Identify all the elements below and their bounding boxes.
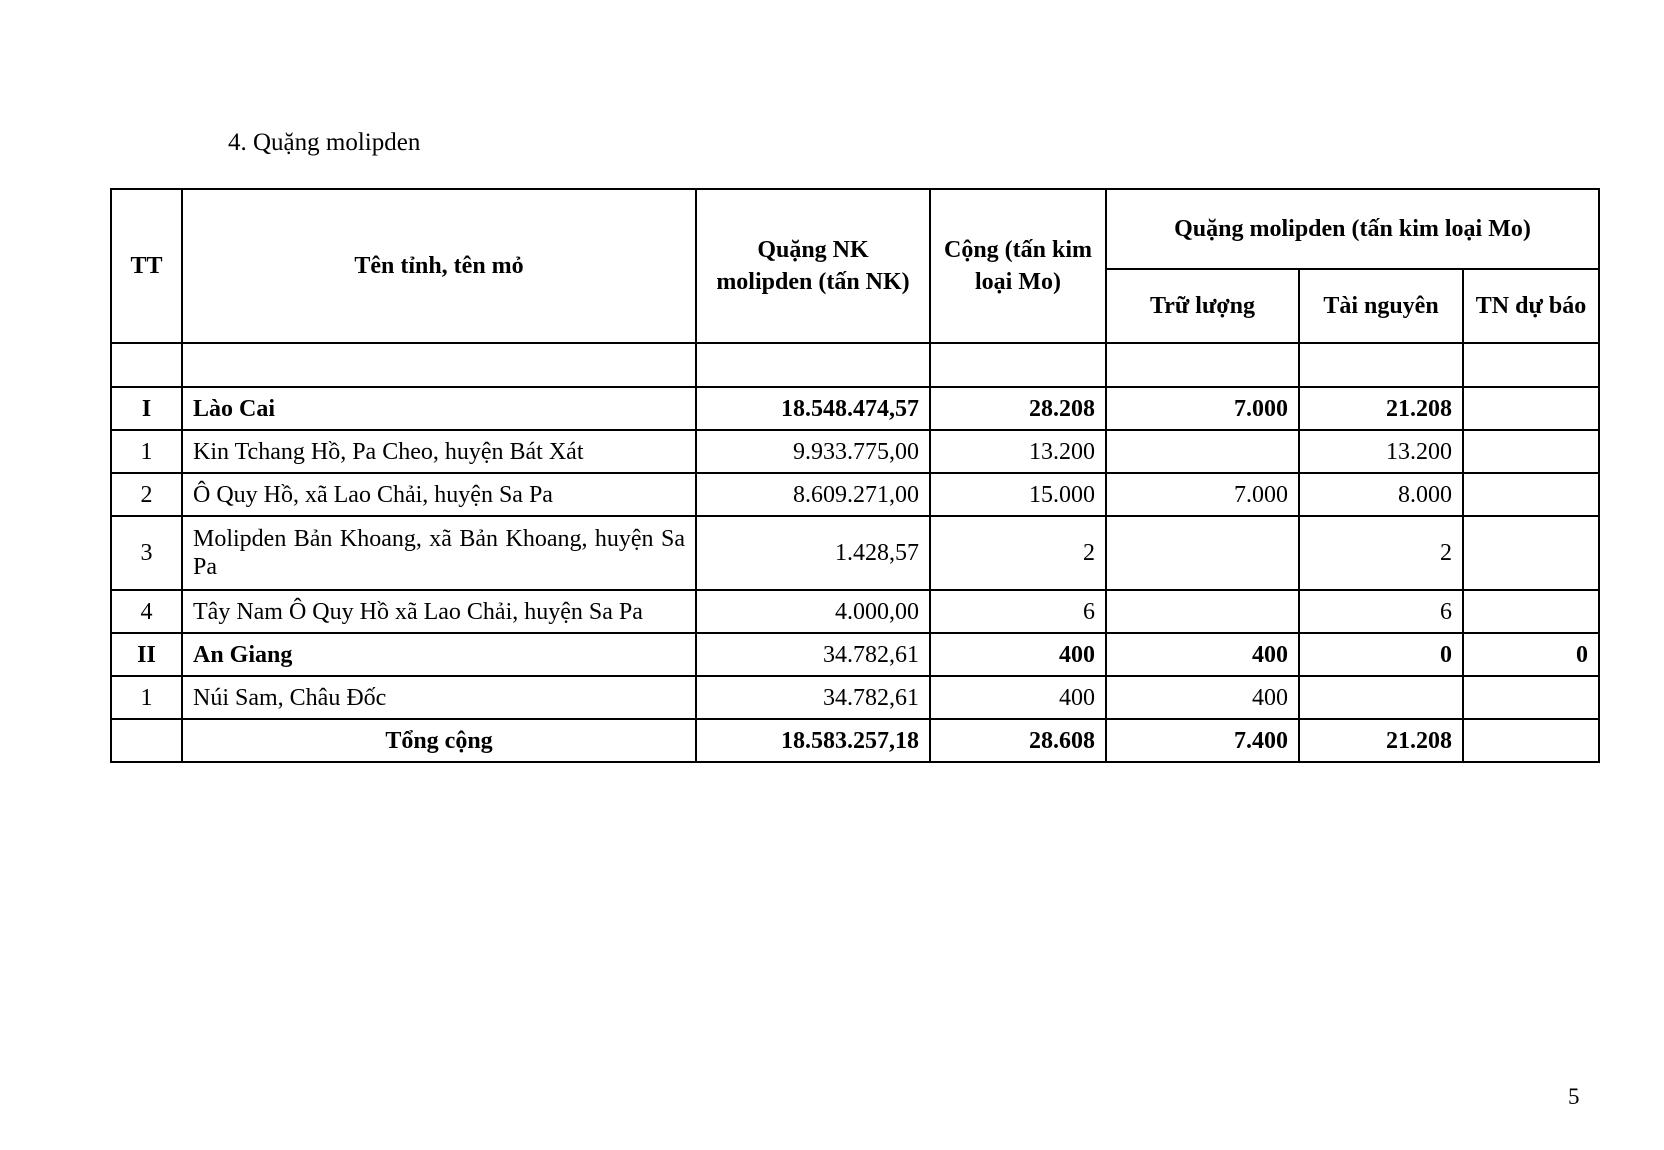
cell-ore: 8.609.271,00 xyxy=(696,473,930,516)
header-forecast: TN dự báo xyxy=(1463,269,1599,343)
cell-forecast xyxy=(1463,430,1599,473)
cell-tt: 2 xyxy=(111,473,182,516)
cell-reserve xyxy=(1106,590,1299,633)
cell-name: Tây Nam Ô Quy Hồ xã Lao Chải, huyện Sa Pa xyxy=(182,590,696,633)
total-reserve: 7.400 xyxy=(1106,719,1299,762)
cell-tt: 1 xyxy=(111,430,182,473)
cell-tt: I xyxy=(111,387,182,430)
cell-resource xyxy=(1299,676,1463,719)
cell-resource: 2 xyxy=(1299,516,1463,590)
cell-forecast xyxy=(1463,676,1599,719)
cell-forecast: 0 xyxy=(1463,633,1599,676)
total-resource: 21.208 xyxy=(1299,719,1463,762)
cell-forecast xyxy=(1463,516,1599,590)
cell-reserve: 7.000 xyxy=(1106,473,1299,516)
header-reserve: Trữ lượng xyxy=(1106,269,1299,343)
cell-ore: 34.782,61 xyxy=(696,676,930,719)
cell-tt: 4 xyxy=(111,590,182,633)
header-ore: Quặng NK molipden (tấn NK) xyxy=(696,189,930,343)
cell-tt-empty xyxy=(111,719,182,762)
header-name: Tên tỉnh, tên mỏ xyxy=(182,189,696,343)
cell-resource: 0 xyxy=(1299,633,1463,676)
table-row xyxy=(111,633,1599,676)
header-tt: TT xyxy=(111,189,182,343)
cell-total: 400 xyxy=(930,633,1106,676)
table-row xyxy=(111,516,1599,590)
cell-name: Núi Sam, Châu Đốc xyxy=(182,676,696,719)
total-total: 28.608 xyxy=(930,719,1106,762)
empty-row xyxy=(111,343,1599,387)
table-row xyxy=(111,387,1599,430)
cell-name: Kin Tchang Hồ, Pa Cheo, huyện Bát Xát xyxy=(182,430,696,473)
page-number: 5 xyxy=(1568,1084,1580,1109)
table-row xyxy=(111,473,1599,516)
cell-resource: 21.208 xyxy=(1299,387,1463,430)
cell-reserve xyxy=(1106,516,1299,590)
cell-forecast xyxy=(1463,473,1599,516)
cell-total: 2 xyxy=(930,516,1106,590)
cell-ore: 9.933.775,00 xyxy=(696,430,930,473)
cell-total: 15.000 xyxy=(930,473,1106,516)
cell-name: Ô Quy Hồ, xã Lao Chải, huyện Sa Pa xyxy=(182,473,696,516)
cell-total: 28.208 xyxy=(930,387,1106,430)
cell-total: 400 xyxy=(930,676,1106,719)
cell-reserve xyxy=(1106,430,1299,473)
cell-forecast xyxy=(1463,387,1599,430)
cell-reserve: 400 xyxy=(1106,676,1299,719)
cell-total: 13.200 xyxy=(930,430,1106,473)
cell-name: An Giang xyxy=(182,633,696,676)
cell-total: 6 xyxy=(930,590,1106,633)
cell-tt: 3 xyxy=(111,516,182,590)
header-resource: Tài nguyên xyxy=(1299,269,1463,343)
cell-resource: 6 xyxy=(1299,590,1463,633)
section-title: 4. Quặng molipden xyxy=(228,129,421,156)
total-label: Tổng cộng xyxy=(182,719,696,762)
cell-ore: 18.548.474,57 xyxy=(696,387,930,430)
header-total: Cộng (tấn kim loại Mo) xyxy=(930,189,1106,343)
cell-ore: 4.000,00 xyxy=(696,590,930,633)
cell-resource: 13.200 xyxy=(1299,430,1463,473)
molybdenum-table xyxy=(110,188,1600,763)
table-row xyxy=(111,676,1599,719)
cell-ore: 1.428,57 xyxy=(696,516,930,590)
table-row xyxy=(111,430,1599,473)
cell-tt: II xyxy=(111,633,182,676)
cell-tt: 1 xyxy=(111,676,182,719)
cell-resource: 8.000 xyxy=(1299,473,1463,516)
total-row xyxy=(111,719,1599,762)
cell-forecast xyxy=(1463,590,1599,633)
cell-ore: 34.782,61 xyxy=(696,633,930,676)
cell-reserve: 400 xyxy=(1106,633,1299,676)
total-ore: 18.583.257,18 xyxy=(696,719,930,762)
header-group: Quặng molipden (tấn kim loại Mo) xyxy=(1106,189,1599,269)
cell-reserve: 7.000 xyxy=(1106,387,1299,430)
total-forecast xyxy=(1463,719,1599,762)
cell-name: Molipden Bản Khoang, xã Bản Khoang, huyện Sa Pa xyxy=(182,516,696,590)
table-row xyxy=(111,590,1599,633)
cell-name: Lào Cai xyxy=(182,387,696,430)
